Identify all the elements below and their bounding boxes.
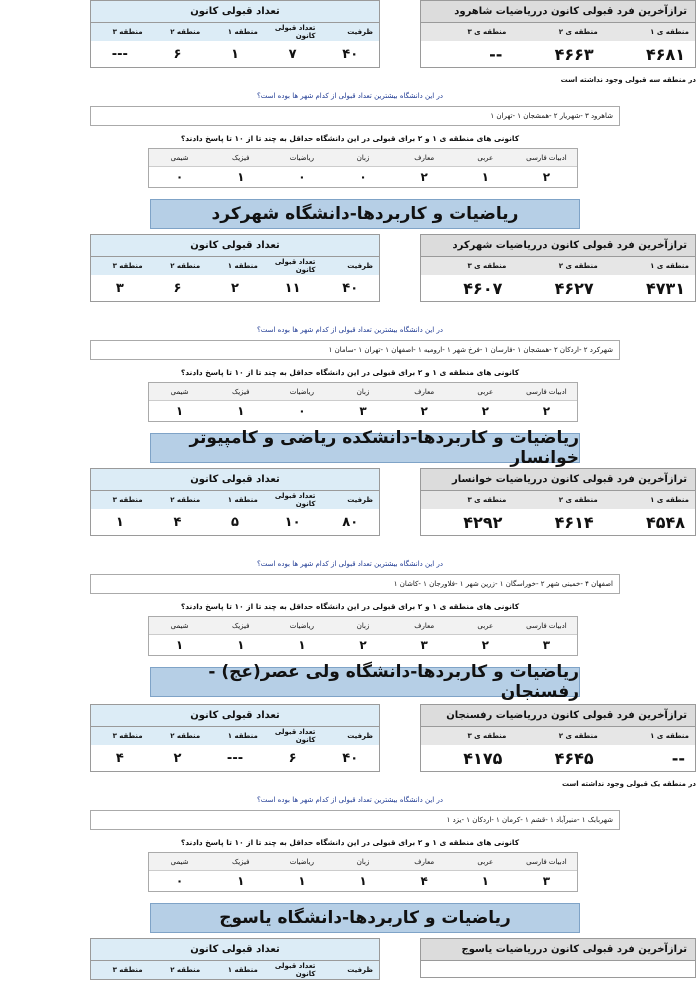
rank-col-label: منطقه ی ۲ (512, 257, 603, 275)
section-banner: ریاضیات و کاربردها-دانشگاه شهرکرد (150, 199, 580, 229)
lesson-value: ۰ (298, 404, 306, 418)
last-rank-box (420, 0, 696, 68)
capacity-col-label: تعداد قبولی کانون (264, 257, 322, 275)
lesson-label: معارف (394, 383, 455, 401)
rank-col-label: منطقه ی ۱ (604, 23, 695, 41)
capacity-box (90, 234, 380, 302)
rank-value: ۴۶۰۷ (463, 278, 503, 298)
lesson-label: فیزیک (210, 853, 271, 871)
city-list: اصفهان ۴ -خمینی شهر ۲ -خوراسگان ۱ -زرین شهر ۱ -فلاورجان ۱ -کاشان ۱ (90, 574, 620, 594)
section-banner: ریاضیات و کاربردها-دانشگاه ولی عصر(عج) - رفسنجان (150, 667, 580, 697)
last-rank-title: ترازآخرین فرد قبولی کانون درریاضیات رفسنجان (421, 705, 695, 727)
rank-header-row (421, 727, 695, 745)
rank-col-label: منطقه ی ۳ (421, 727, 512, 745)
lesson-value: ۲ (420, 404, 428, 418)
last-rank-title: ترازآخرین فرد قبولی کانون درریاضیات یاسوج (421, 939, 695, 961)
capacity-value: ۶ (173, 46, 182, 62)
city-question: در این دانشگاه بیشترین تعداد قبولی از کدام شهر ها بوده است؟ (257, 92, 443, 100)
rank-col-label: منطقه ی ۳ (421, 257, 512, 275)
city-list: شاهرود ۳ -شهریار ۲ -همشجان ۱ -تهران ۱ (90, 106, 620, 126)
capacity-value: ۲ (231, 280, 239, 296)
rank-value: ۴۶۸۱ (645, 44, 685, 64)
capacity-value: ۶ (288, 750, 297, 766)
capacity-value: ۳ (115, 280, 124, 296)
capacity-col-label: ظرفیت (321, 961, 379, 979)
capacity-col-label: ظرفیت (321, 727, 379, 745)
lessons-question: کانونی های منطقه ی ۱ و ۲ برای قبولی در این دانشگاه حداقل به چند تا از ۱۰ تا پاسخ دادند؟ (180, 368, 520, 377)
rank-value: ۴۶۶۳ (554, 44, 594, 64)
capacity-value-row (91, 275, 379, 301)
lesson-value: ۱ (481, 874, 489, 888)
last-rank-title: ترازآخرین فرد قبولی کانون درریاضیات شهرکرد (421, 235, 695, 257)
capacity-box (90, 468, 380, 536)
capacity-title: تعداد قبولی کانون (91, 469, 379, 491)
capacity-value: ۴۰ (342, 46, 359, 62)
lesson-label: معارف (394, 149, 455, 167)
lessons-table (148, 852, 578, 892)
capacity-col-label: منطقه ۱ (206, 961, 264, 979)
capacity-col-label: منطقه ۲ (149, 727, 207, 745)
lesson-label: زبان (332, 617, 393, 635)
lesson-value: ۱ (237, 874, 245, 888)
rank-value: ۴۵۴۸ (645, 512, 685, 532)
lesson-value: ۱ (237, 170, 245, 184)
lesson-value: ۱ (237, 638, 245, 652)
city-question: در این دانشگاه بیشترین تعداد قبولی از کدام شهر ها بوده است؟ (257, 796, 443, 804)
lesson-value: ۱ (237, 404, 245, 418)
capacity-title: تعداد قبولی کانون (91, 235, 379, 257)
capacity-value: ۵ (231, 514, 239, 530)
lesson-label: ادبیات فارسی (516, 149, 577, 167)
section-note: در منطقه سه قبولی وجود نداشته است (560, 76, 696, 84)
lesson-label: ادبیات فارسی (516, 853, 577, 871)
capacity-value-row (91, 509, 379, 535)
rank-col-label: منطقه ی ۱ (604, 491, 695, 509)
capacity-col-label: منطقه ۲ (149, 23, 207, 41)
lesson-label: فیزیک (210, 383, 271, 401)
capacity-value: --- (111, 46, 128, 62)
capacity-value: ۱۱ (284, 280, 301, 296)
rank-col-label: منطقه ی ۱ (604, 257, 695, 275)
capacity-header-row (91, 257, 379, 275)
lesson-value: ۲ (542, 404, 551, 418)
capacity-value: ۶ (173, 280, 182, 296)
rank-value-row (421, 275, 695, 301)
lesson-value: ۳ (420, 638, 428, 652)
capacity-header-row (91, 727, 379, 745)
rank-col-label: منطقه ی ۲ (512, 23, 603, 41)
rank-value: ۴۱۷۵ (463, 748, 503, 768)
section-note: در منطقه یک قبولی وجود نداشته است (561, 780, 696, 788)
last-rank-title: ترازآخرین فرد قبولی کانون درریاضیات خوانسار (421, 469, 695, 491)
lesson-label: ادبیات فارسی (516, 617, 577, 635)
lesson-label: ریاضیات (271, 383, 332, 401)
capacity-value: ۸۰ (342, 514, 359, 530)
lesson-value: ۱ (175, 404, 184, 418)
lesson-value: ۳ (542, 874, 551, 888)
lesson-value: ۱ (298, 874, 306, 888)
lesson-label: ریاضیات (271, 149, 332, 167)
rank-value-row (421, 41, 695, 67)
lesson-label: معارف (394, 853, 455, 871)
capacity-col-label: منطقه ۳ (91, 491, 149, 509)
lesson-label: زبان (332, 383, 393, 401)
capacity-col-label: تعداد قبولی کانون (264, 23, 322, 41)
capacity-col-label: منطقه ۲ (149, 961, 207, 979)
capacity-col-label: منطقه ۱ (206, 23, 264, 41)
rank-col-label: منطقه ی ۲ (512, 491, 603, 509)
lesson-label: ادبیات فارسی (516, 383, 577, 401)
rank-col-label: منطقه ی ۳ (421, 23, 512, 41)
lesson-value: ۲ (542, 170, 551, 184)
capacity-value: ۱ (231, 46, 239, 62)
lesson-value: ۱ (359, 874, 367, 888)
last-rank-box (420, 704, 696, 772)
rank-value: ۴۶۲۷ (554, 278, 594, 298)
capacity-value: ۲ (173, 750, 182, 766)
lesson-value: ۰ (175, 874, 184, 888)
lessons-table (148, 382, 578, 422)
last-rank-box (420, 468, 696, 536)
lesson-value: ۳ (359, 404, 367, 418)
lesson-label: عربی (455, 853, 516, 871)
capacity-col-label: منطقه ۳ (91, 961, 149, 979)
lessons-value-row (149, 635, 577, 655)
lessons-value-row (149, 167, 577, 187)
capacity-col-label: منطقه ۳ (91, 727, 149, 745)
lesson-label: شیمی (149, 617, 210, 635)
city-question: در این دانشگاه بیشترین تعداد قبولی از کدام شهر ها بوده است؟ (257, 560, 443, 568)
capacity-header-row (91, 491, 379, 509)
capacity-col-label: منطقه ۱ (206, 257, 264, 275)
lesson-value: ۰ (359, 170, 367, 184)
city-question: در این دانشگاه بیشترین تعداد قبولی از کدام شهر ها بوده است؟ (257, 326, 443, 334)
lesson-value: ۱ (298, 638, 306, 652)
capacity-value-row (91, 745, 379, 771)
capacity-col-label: تعداد قبولی کانون (264, 491, 322, 509)
rank-value: ۴۶۴۵ (554, 748, 594, 768)
lesson-label: ریاضیات (271, 617, 332, 635)
lessons-table (148, 616, 578, 656)
capacity-value: ۱ (115, 514, 124, 530)
lesson-value: ۲ (481, 638, 489, 652)
lessons-value-row (149, 871, 577, 891)
capacity-value: ۱۰ (284, 514, 301, 530)
city-list: شهربابک ۱ -منیرآباد ۱ -قشم ۱ -کرمان ۱ -اردکان ۱ -یزد ۱ (90, 810, 620, 830)
lesson-label: شیمی (149, 149, 210, 167)
rank-header-row (421, 23, 695, 41)
rank-value-row (421, 745, 695, 771)
capacity-col-label: ظرفیت (321, 257, 379, 275)
city-list: شهرکرد ۲ -اردکان ۲ -همشجان ۱ -فارسان ۱ -فرخ شهر ۱ -ارومیه ۱ -اصفهان ۱ -تهران ۱ -سامان ۱ (90, 340, 620, 360)
lesson-label: عربی (455, 617, 516, 635)
lesson-label: ریاضیات (271, 853, 332, 871)
lesson-label: زبان (332, 853, 393, 871)
lesson-label: عربی (455, 383, 516, 401)
capacity-col-label: منطقه ۲ (149, 257, 207, 275)
lessons-table (148, 148, 578, 188)
rank-col-label: منطقه ی ۳ (421, 491, 512, 509)
lesson-value: ۱ (481, 170, 489, 184)
capacity-col-label: تعداد قبولی کانون (264, 961, 322, 979)
lesson-label: عربی (455, 149, 516, 167)
capacity-value: ۴ (115, 750, 124, 766)
capacity-col-label: ظرفیت (321, 491, 379, 509)
capacity-title: تعداد قبولی کانون (91, 1, 379, 23)
capacity-box (90, 938, 380, 980)
lesson-value: ۰ (175, 170, 184, 184)
lesson-label: فیزیک (210, 149, 271, 167)
capacity-value: ۴۰ (342, 750, 359, 766)
rank-value: -- (489, 44, 503, 64)
section-banner: ریاضیات و کاربردها-دانشگاه یاسوج (150, 903, 580, 933)
lesson-value: ۲ (420, 170, 428, 184)
lessons-header-row (149, 853, 577, 871)
capacity-col-label: تعداد قبولی کانون (264, 727, 322, 745)
capacity-col-label: منطقه ۱ (206, 727, 264, 745)
capacity-header-row (91, 961, 379, 979)
lesson-label: شیمی (149, 383, 210, 401)
capacity-value: ۴۰ (342, 280, 359, 296)
last-rank-box (420, 938, 696, 978)
rank-value: ۴۶۱۴ (554, 512, 594, 532)
capacity-box (90, 704, 380, 772)
capacity-col-label: منطقه ۱ (206, 491, 264, 509)
capacity-box (90, 0, 380, 68)
rank-value: ۴۲۹۲ (463, 512, 503, 532)
capacity-col-label: منطقه ۲ (149, 491, 207, 509)
lessons-question: کانونی های منطقه ی ۱ و ۲ برای قبولی در این دانشگاه حداقل به چند تا از ۱۰ تا پاسخ دادند؟ (180, 838, 520, 847)
lessons-question: کانونی های منطقه ی ۱ و ۲ برای قبولی در این دانشگاه حداقل به چند تا از ۱۰ تا پاسخ دادند؟ (180, 134, 520, 143)
capacity-col-label: منطقه ۳ (91, 23, 149, 41)
rank-header-row (421, 491, 695, 509)
lesson-label: شیمی (149, 853, 210, 871)
capacity-value: ۷ (288, 46, 297, 62)
lessons-header-row (149, 383, 577, 401)
lessons-question: کانونی های منطقه ی ۱ و ۲ برای قبولی در این دانشگاه حداقل به چند تا از ۱۰ تا پاسخ دادند؟ (180, 602, 520, 611)
capacity-value: ۴ (173, 514, 182, 530)
capacity-col-label: منطقه ۳ (91, 257, 149, 275)
lessons-header-row (149, 617, 577, 635)
rank-col-label: منطقه ی ۱ (604, 727, 695, 745)
capacity-title: تعداد قبولی کانون (91, 939, 379, 961)
rank-col-label: منطقه ی ۲ (512, 727, 603, 745)
lesson-value: ۱ (175, 638, 184, 652)
last-rank-box (420, 234, 696, 302)
lessons-value-row (149, 401, 577, 421)
lesson-value: ۴ (420, 874, 428, 888)
lesson-label: فیزیک (210, 617, 271, 635)
lesson-value: ۲ (481, 404, 489, 418)
lesson-value: ۰ (298, 170, 306, 184)
rank-header-row (421, 257, 695, 275)
lesson-value: ۳ (542, 638, 551, 652)
capacity-header-row (91, 23, 379, 41)
capacity-value-row (91, 41, 379, 67)
capacity-value: --- (226, 750, 244, 766)
lessons-header-row (149, 149, 577, 167)
rank-value: ۴۷۳۱ (645, 278, 685, 298)
capacity-title: تعداد قبولی کانون (91, 705, 379, 727)
capacity-col-label: ظرفیت (321, 23, 379, 41)
lesson-value: ۲ (359, 638, 367, 652)
lesson-label: معارف (394, 617, 455, 635)
rank-value-row (421, 509, 695, 535)
lesson-label: زبان (332, 149, 393, 167)
last-rank-title: ترازآخرین فرد قبولی کانون درریاضیات شاهرود (421, 1, 695, 23)
rank-value: -- (671, 748, 685, 768)
section-banner: ریاضیات و کاربردها-دانشکده ریاضی و کامپیوتر خوانسار (150, 433, 580, 463)
